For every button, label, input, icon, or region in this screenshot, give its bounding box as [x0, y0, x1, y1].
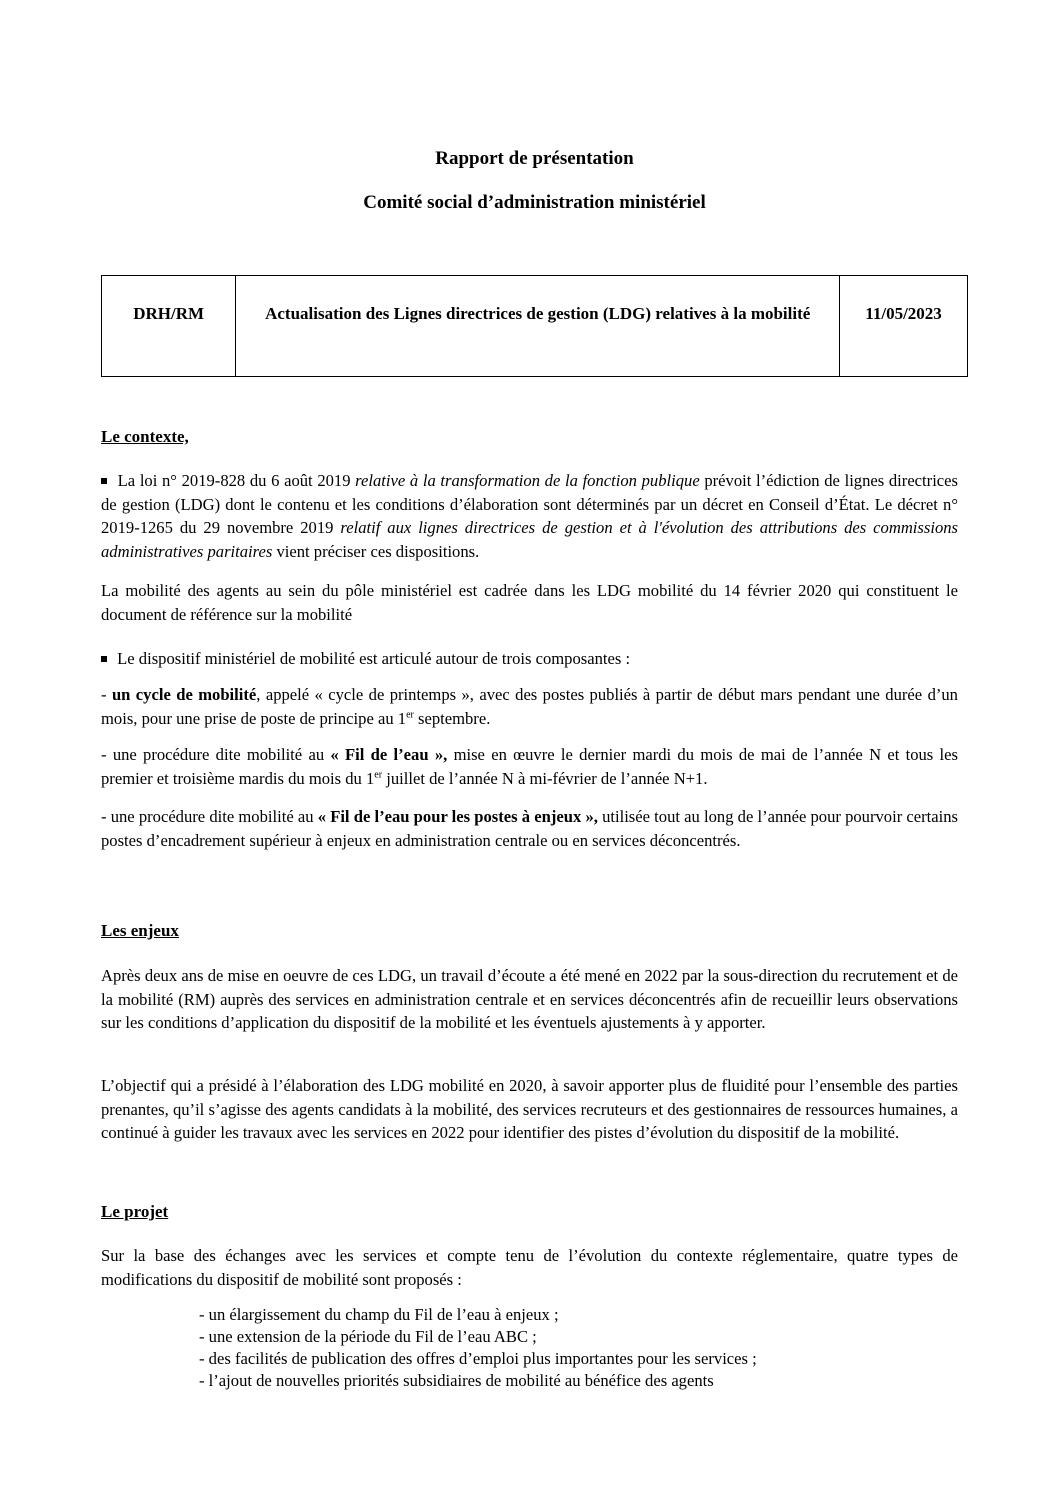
info-table: [101, 275, 968, 377]
contexte-paragraph-1: La loi n° 2019-828 du 6 août 2019 relative à la transformation de la fonction publique prévoit l’édiction de lignes directrices de gestion (LDG) dont le contenu et les conditions d’élaboration sont déterminés par un décret en Conseil d’État. Le décret n° 2019-1265 du 29 novembre 2019 relatif aux lignes directrices de gestion et à l'évolution des attributions des commissions administratives paritaires vient préciser ces dispositions.: [101, 471, 958, 561]
contexte-item-fil-de-leau: - une procédure dite mobilité au « Fil de l’eau », mise en œuvre le dernier mardi du mois de mai de l’année N et tous les premier et troisième mardis du mois du 1er juillet de l’année N à mi-février de l’année N+1.: [101, 745, 958, 788]
enjeux-paragraph-2: L’objectif qui a présidé à l’élaboration des LDG mobilité en 2020, à savoir apporter plus de fluidité pour l’ensemble des parties prenantes, qu’il s’agisse des agents candidats à la mobilité, des services recruteurs et des gestionnaires de ressources humaines, a continué à guider les travaux avec les services en 2022 pour identifier des pistes d’évolution du dispositif de la mobilité.: [101, 1076, 958, 1142]
projet-modifications-list: [199, 1304, 757, 1392]
contexte-item-cycle: - un cycle de mobilité, appelé « cycle de printemps », avec des postes publiés à partir de début mars pendant une durée d’un mois, pour une prise de poste de principe au 1er septembre.: [101, 685, 958, 728]
contexte-paragraph-2: La mobilité des agents au sein du pôle ministériel est cadrée dans les LDG mobilité du 14 février 2020 qui constituent le document de référence sur la mobilité: [101, 581, 958, 624]
enjeux-paragraph-1: Après deux ans de mise en oeuvre de ces LDG, un travail d’écoute a été mené en 2022 par la sous-direction du recrutement et de la mobilité (RM) auprès des services en administration centrale et en services déconcentrés afin de recueillir leurs observations sur les conditions d’application du dispositif de la mobilité et les éventuels ajustements à y apporter.: [101, 966, 958, 1032]
subject-cell: Actualisation des Lignes directrices de gestion (LDG) relatives à la mobilité: [236, 276, 840, 377]
contexte-item-postes-a-enjeux: - une procédure dite mobilité au « Fil de l’eau pour les postes à enjeux », utilisée tout au long de l’année pour pourvoir certains postes d’encadrement supérieur à enjeux en administration centrale ou en services déconcentrés.: [101, 807, 958, 850]
service-cell: DRH/RM: [102, 276, 236, 377]
list-item: - un élargissement du champ du Fil de l’eau à enjeux ;: [199, 1305, 559, 1324]
projet-paragraph-1: Sur la base des échanges avec les services et compte tenu de l’évolution du contexte réglementaire, quatre types de modifications du dispositif de mobilité sont proposés :: [101, 1246, 958, 1289]
bullet-square-icon: [101, 478, 107, 484]
list-item: - une extension de la période du Fil de l’eau ABC ;: [199, 1327, 537, 1346]
document-title: Rapport de présentation: [435, 148, 634, 169]
document-subtitle: Comité social d’administration ministériel: [363, 192, 706, 213]
list-item: - l’ajout de nouvelles priorités subsidiaires de mobilité au bénéfice des agents: [199, 1371, 714, 1390]
section-heading-enjeux: Les enjeux: [101, 921, 179, 940]
list-item: - des facilités de publication des offres d’emploi plus importantes pour les services ;: [199, 1349, 757, 1368]
bullet-square-icon: [101, 656, 107, 662]
date-cell: 11/05/2023: [840, 276, 968, 377]
contexte-paragraph-3: Le dispositif ministériel de mobilité est articulé autour de trois composantes :: [101, 647, 958, 671]
section-heading-projet: Le projet: [101, 1202, 169, 1221]
section-heading-contexte: Le contexte,: [101, 427, 189, 446]
